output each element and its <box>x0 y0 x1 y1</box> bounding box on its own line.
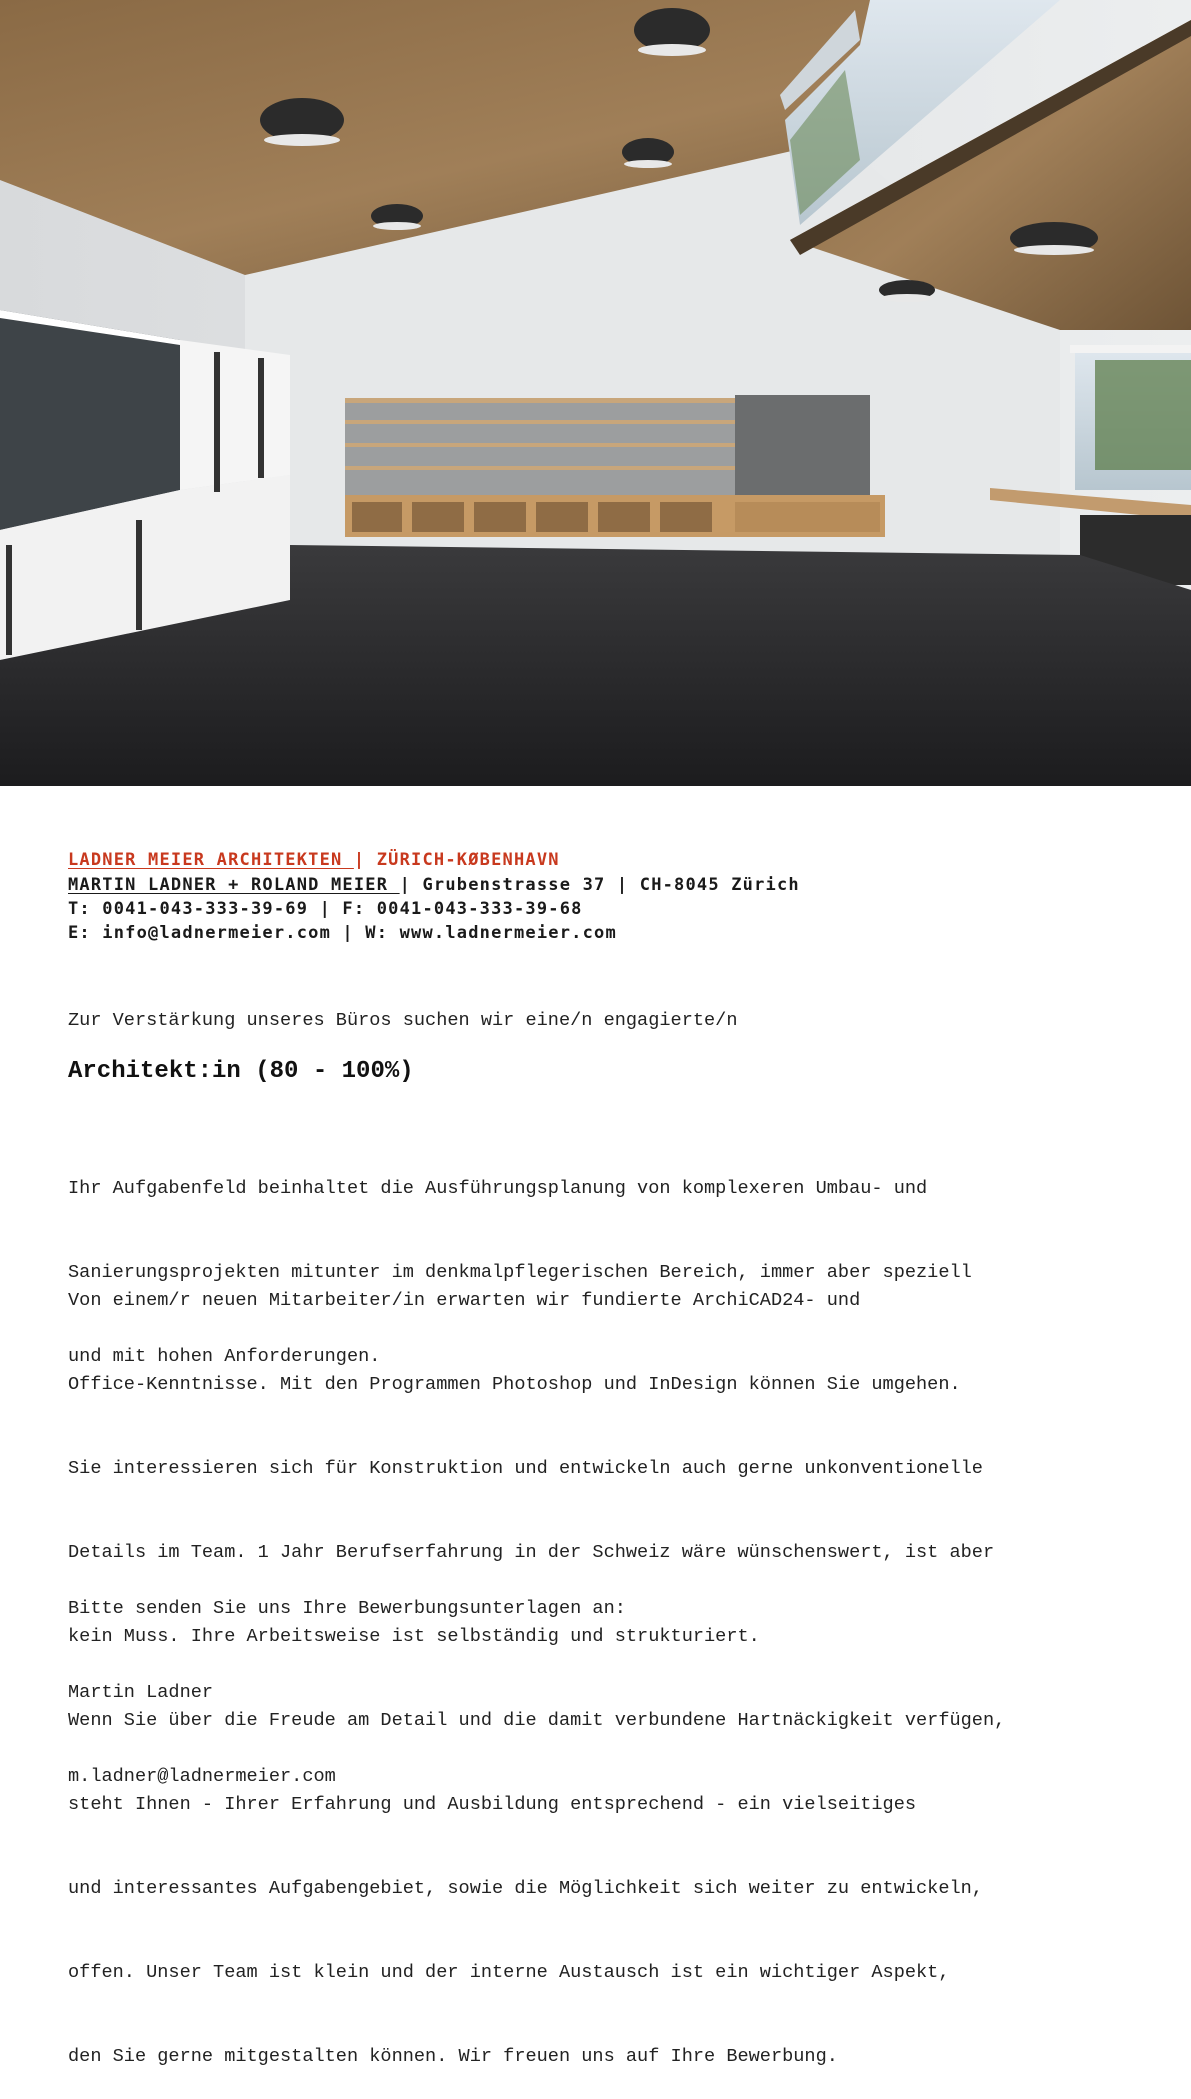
paragraph-line: kein Muss. Ihre Arbeitsweise ist selbständig und strukturiert. <box>68 1626 760 1647</box>
contact-name: Martin Ladner <box>68 1682 214 1703</box>
contact-block <box>68 1539 1128 1819</box>
firm-cities: ZÜRICH-KØBENHAVN <box>376 850 560 870</box>
partners-name: MARTIN LADNER + ROLAND MEIER <box>68 875 400 895</box>
paragraph-line: Ihr Aufgabenfeld beinhaltet die Ausführungsplanung von komplexeren Umbau- und <box>68 1178 928 1199</box>
firm-name: LADNER MEIER ARCHITEKTEN <box>68 850 354 870</box>
paragraph-line: Sie interessieren sich für Konstruktion und entwickeln auch gerne unkonventionelle <box>68 1458 983 1479</box>
job-intro: Zur Verstärkung unseres Büros suchen wir eine/n engagierte/n <box>68 1010 738 1031</box>
interior-photo <box>0 0 1191 786</box>
paragraph-line: Von einem/r neuen Mitarbeiter/in erwarten wir fundierte ArchiCAD24- und <box>68 1290 861 1311</box>
paragraph-line: offen. Unser Team ist klein und der interne Austausch ist ein wichtiger Aspekt, <box>68 1962 950 1983</box>
paragraph-line: Office-Kenntnisse. Mit den Programmen Photoshop und InDesign können Sie umgehen. <box>68 1374 961 1395</box>
phone-fax: T: 0041-043-333-39-69 | F: 0041-043-333-39-68 <box>68 899 583 919</box>
job-title: Architekt:in (80 - 100%) <box>68 1058 414 1085</box>
contact-instruction: Bitte senden Sie uns Ihre Bewerbungsunterlagen an: <box>68 1598 626 1619</box>
paragraph-line: den Sie gerne mitgestalten können. Wir freuen uns auf Ihre Bewerbung. <box>68 2046 838 2067</box>
paragraph-line: und interessantes Aufgabengebiet, sowie die Möglichkeit sich weiter zu entwickeln, <box>68 1878 983 1899</box>
email-web: E: info@ladnermeier.com | W: www.ladnermeier.com <box>68 923 617 943</box>
contact-email: m.ladner@ladnermeier.com <box>68 1766 336 1787</box>
paragraph-line: steht Ihnen - Ihrer Erfahrung und Ausbildung entsprechend - ein vielseitiges <box>68 1794 917 1815</box>
paragraph-line: Sanierungsprojekten mitunter im denkmalpflegerischen Bereich, immer aber speziell <box>68 1262 972 1283</box>
paragraph-line: Wenn Sie über die Freude am Detail und die damit verbundene Hartnäckigkeit verfügen, <box>68 1710 1006 1731</box>
firm-separator: | <box>353 850 377 870</box>
paragraph-line: und mit hohen Anforderungen. <box>68 1346 381 1367</box>
address: | Grubenstrasse 37 | CH-8045 Zürich <box>399 875 800 895</box>
paragraph-line: Details im Team. 1 Jahr Berufserfahrung in der Schweiz wäre wünschenswert, ist aber <box>68 1542 995 1563</box>
partners-line <box>68 874 800 896</box>
firm-line <box>68 849 560 871</box>
